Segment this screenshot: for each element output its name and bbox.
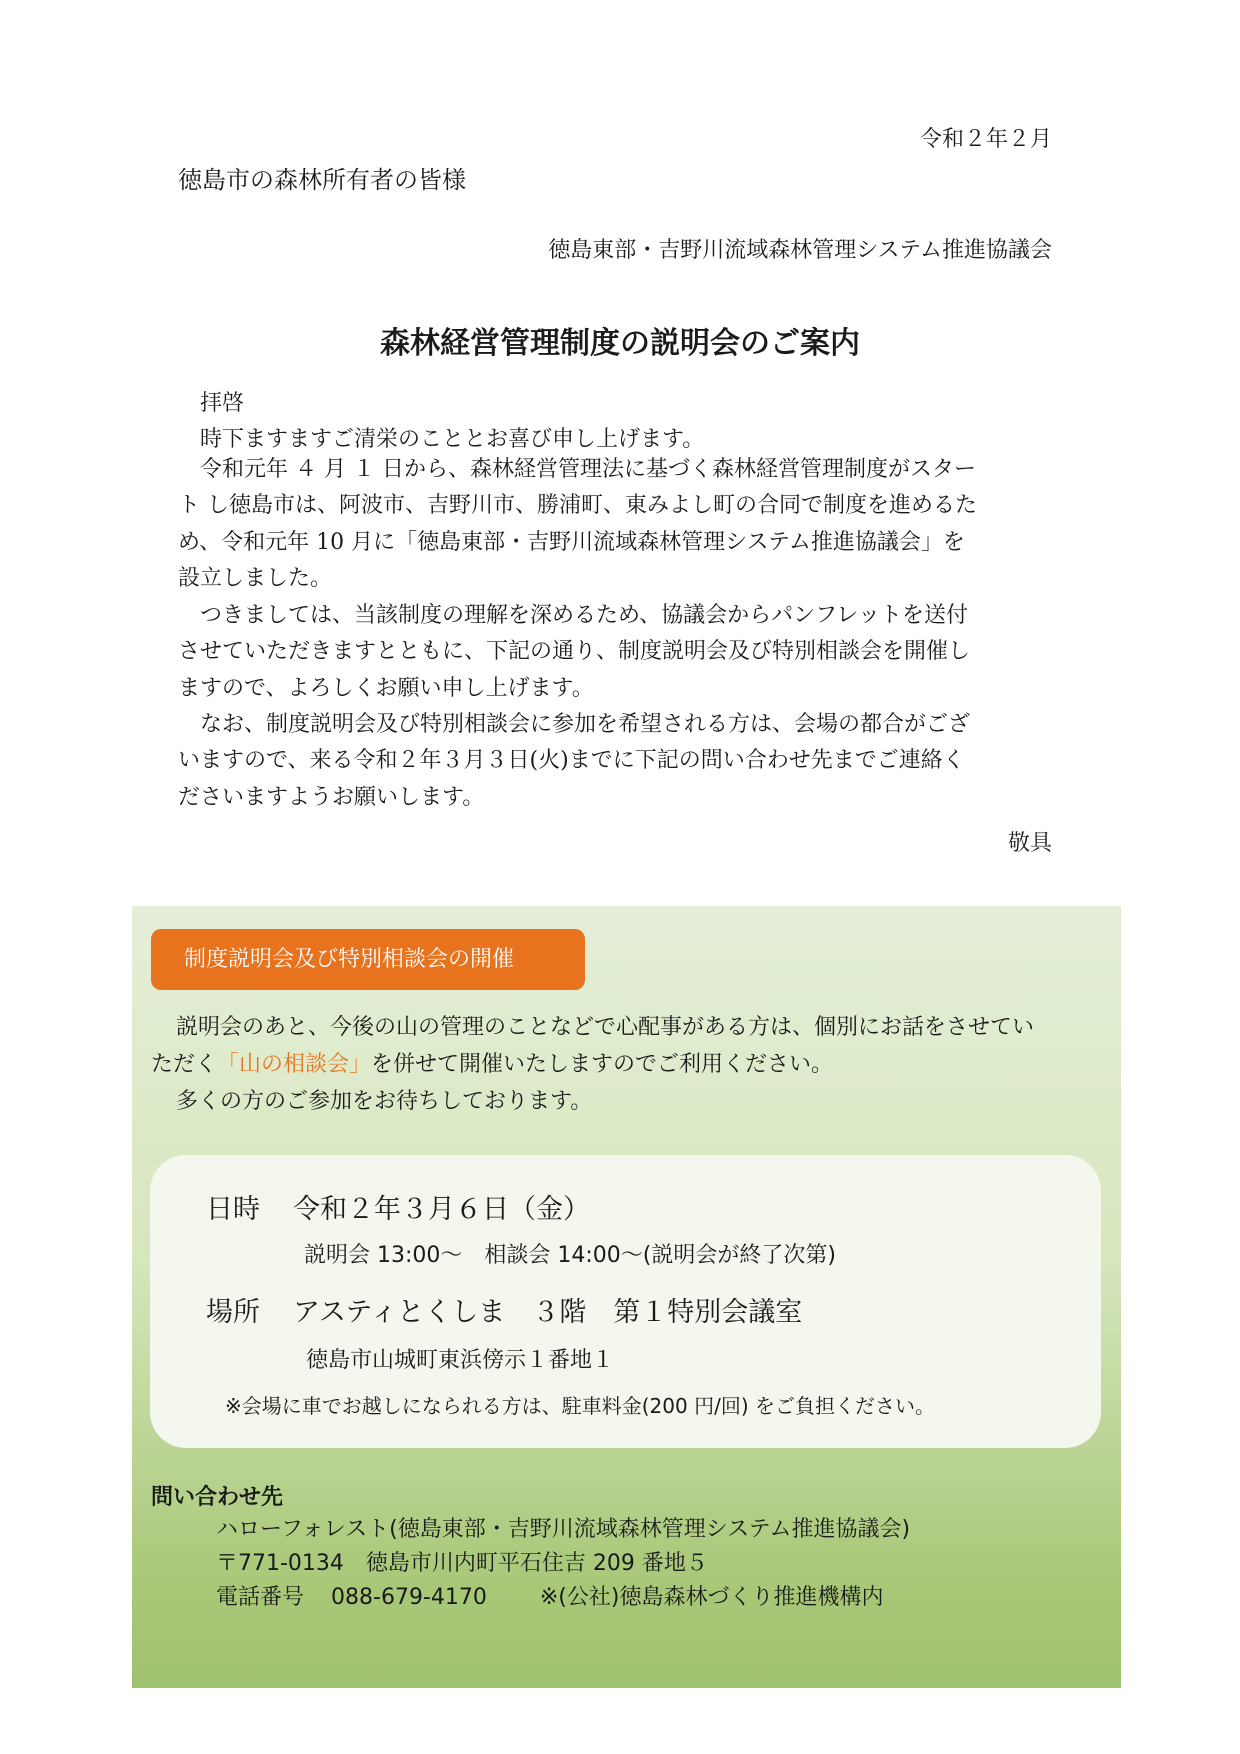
contact-phone-row [216, 1580, 883, 1611]
letter-title: 森林経営管理制度の説明会のご案内 [380, 326, 860, 361]
para2-line-3: め、令和元年 10 月に「徳島東部・吉野川流域森林管理システム推進協議会」を [178, 529, 965, 555]
para3-line-2: させていただきますとともに、下記の通り、制度説明会及び特別相談会を開催し [178, 639, 971, 665]
para2-line-2: ト し徳島市は、阿波市、吉野川市、勝浦町、東みよし町の合同で制度を進めるた [178, 493, 977, 519]
event-intro-line-3: 多くの方のご参加をお待ちしております。 [176, 1089, 593, 1114]
contact-org: ハローフォレスト(徳島東部・吉野川流域森林管理システム推進協議会) [216, 1517, 911, 1542]
contact-address: 〒771-0134 徳島市川内町平石住吉 209 番地５ [216, 1551, 708, 1576]
event-intro-line-1: 説明会のあと、今後の山の管理のことなどで心配事がある方は、個別にお話をさせてい [176, 1015, 1035, 1040]
phone-label: 電話番号 [216, 1585, 305, 1610]
intro-line-2-pre: ただく [151, 1052, 218, 1077]
phone-number: 088-679-4170 [331, 1585, 487, 1610]
letter-closing: 敬具 [1007, 831, 1052, 856]
letter-opening: 拝啓 [200, 391, 245, 416]
datetime-value: 令和２年３月６日（金） [293, 1194, 590, 1225]
place-value: アスティとくしま ３階 第１特別会議室 [293, 1297, 803, 1328]
intro-line-2-post: を併せて開催いたしますのでご利用ください。 [371, 1052, 834, 1077]
letter-recipient: 徳島市の森林所有者の皆様 [178, 166, 466, 194]
letter-date: 令和２年２月 [919, 127, 1052, 152]
para4-line-3: ださいますようお願いします。 [178, 784, 485, 810]
datetime-label: 日時 [206, 1194, 260, 1225]
letter-para3 [178, 598, 1058, 707]
intro-highlight-yama-soudankai: 「山の相談会」 [217, 1052, 372, 1077]
letter-para1: 時下ますますご清栄のこととお喜び申し上げます。 [200, 427, 705, 452]
event-schedule: 説明会 13:00～ 相談会 14:00～(説明会が終了次第) [304, 1243, 836, 1268]
letter-para4 [178, 707, 1058, 816]
para3-line-1: つきましては、当該制度の理解を深めるため、協議会からパンフレットを送付 [200, 603, 969, 628]
para2-line-4: 設立しました。 [178, 565, 333, 591]
event-section-badge: 制度説明会及び特別相談会の開催 [151, 929, 585, 990]
event-address: 徳島市山城町東浜傍示１番地１ [306, 1348, 615, 1373]
letter-sender: 徳島東部・吉野川流域森林管理システム推進協議会 [548, 238, 1052, 263]
contact-office: ※(公社)徳島森林づくり推進機構内 [539, 1585, 884, 1610]
para2-line-1: 令和元年 ４ 月 １ 日から、森林経営管理法に基づく森林経営管理制度がスター [200, 457, 976, 482]
para4-line-2: いますので、来る令和２年３月３日(火)までに下記の問い合わせ先までご連絡く [178, 748, 965, 774]
event-intro-line-2 [151, 1047, 833, 1078]
letter-para2 [178, 452, 1058, 597]
para4-line-1: なお、制度説明会及び特別相談会に参加を希望される方は、会場の都合がござ [200, 712, 971, 737]
contact-heading: 問い合わせ先 [151, 1485, 284, 1510]
para3-line-3: ますので、よろしくお願い申し上げます。 [178, 675, 594, 701]
place-label: 場所 [206, 1297, 260, 1328]
parking-note: ※会場に車でお越しになられる方は、駐車料金(200 円/回) をご負担ください。 [225, 1394, 935, 1418]
